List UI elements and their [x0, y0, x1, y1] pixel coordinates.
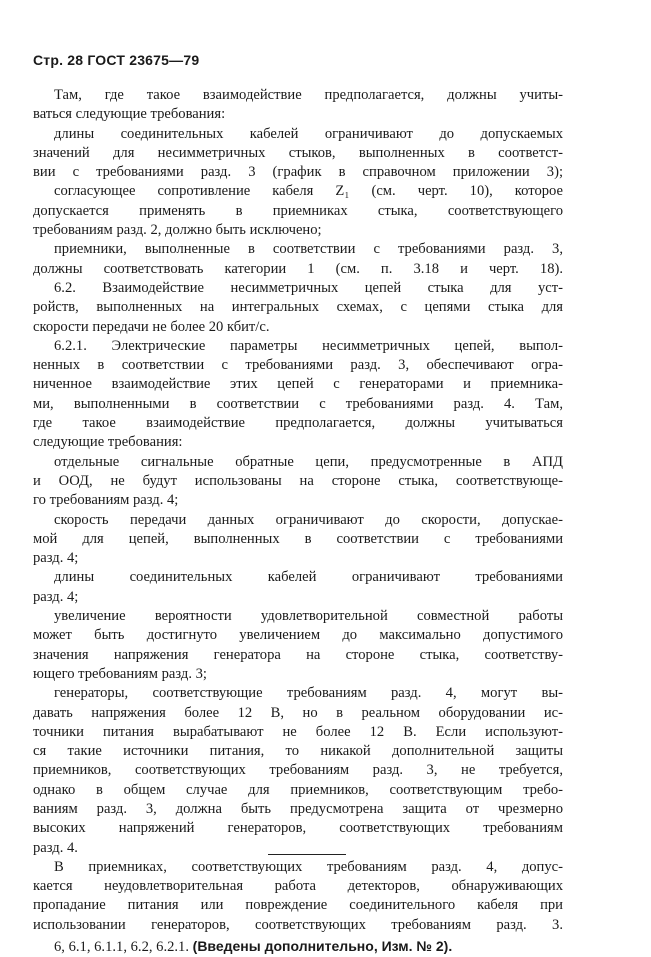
text-line: кается неудовлетворительная работа детекторов, обнаруживающих	[33, 878, 563, 895]
text-line: может быть достигнуто увеличением до максимально допустимого	[33, 627, 563, 644]
text-line: высоких напряжений генераторов, соответствующих требованиям	[33, 820, 563, 837]
text-line: следующие требования:	[33, 434, 183, 451]
text-line: ющего требованиям разд. 3;	[33, 665, 207, 682]
text-line: ся такие источники питания, то никакой дополнительной защиты	[33, 743, 563, 760]
amendment-note: (Введены дополнительно, Изм. № 2).	[192, 938, 453, 955]
text-line: ваниям разд. 3, должна быть предусмотрена защита от чрезмерно	[33, 800, 563, 817]
text-line: ваться следующие требования:	[33, 106, 226, 123]
text-line: мой для цепей, выполненных в соответствии с требованиями	[33, 530, 563, 547]
text-line: ниченное взаимодействие этих цепей с генераторами и приемника-	[33, 376, 563, 393]
text-line: 6.2.1. Электрические параметры несимметричных цепей, выпол-	[54, 337, 563, 354]
text-line: вии с требованиями разд. 3 (график в справочном приложении 3);	[33, 164, 563, 181]
text-line: 6.2. Взаимодействие несимметричных цепей стыка для уст-	[54, 279, 563, 296]
text-line: допускается применять в приемниках стыка, соответствующего	[33, 202, 563, 219]
text-line: пропадание питания или повреждение соединительного кабеля при	[33, 897, 563, 914]
closing-rule	[268, 854, 346, 855]
text-line: где такое взаимодействие предполагается, должны учитываться	[33, 415, 563, 432]
text-line: генераторы, соответствующие требованиям разд. 4, могут вы-	[54, 685, 563, 702]
text-line: и ООД, не будут использованы на стороне стыка, соответствующе-	[33, 472, 563, 489]
text-line: ненных в соответствии с требованиями разд. 3, обеспечивают огра-	[33, 357, 563, 374]
text-line: Там, где такое взаимодействие предполагается, должны учиты-	[54, 87, 563, 103]
page-header: Стр. 28 ГОСТ 23675—79	[33, 52, 200, 68]
text-line: приемников, соответствующих требованиям разд. 3, не требуется,	[33, 762, 563, 779]
text-line: го требованиям разд. 4;	[33, 492, 179, 509]
document-body	[33, 86, 563, 957]
text-line: использовании генераторов, соответствующих требованиям разд. 3.	[33, 916, 563, 933]
text-line: согласующее сопротивление кабеля Z₁ (см. черт. 10), которое	[54, 183, 563, 200]
text-line: разд. 4;	[33, 588, 79, 605]
text-line: разд. 4;	[33, 550, 79, 567]
text-line: увеличение вероятности удовлетворительной совместной работы	[54, 608, 563, 625]
text-line: однако в общем случае для приемников, соответствующим требо-	[33, 781, 563, 798]
text-line: ми, выполненными в соответствии с требованиями разд. 4. Там,	[33, 395, 563, 412]
text-line: разд. 4.	[33, 839, 78, 856]
text-line: точники питания вырабатывают не более 12 В. Если используют-	[33, 723, 563, 740]
text-line: скорость передачи данных ограничивают до скорости, допускае-	[54, 511, 563, 528]
section-numbers: 6, 6.1, 6.1.1, 6.2, 6.2.1.	[54, 939, 189, 956]
text-line: В приемниках, соответствующих требованиям разд. 4, допус-	[54, 858, 563, 875]
text-line: длины соединительных кабелей ограничивают до допускаемых	[54, 125, 563, 142]
text-line: должны соответствовать категории 1 (см. п. 3.18 и черт. 18).	[33, 260, 563, 277]
text-line: требованиям разд. 2, должно быть исключено;	[33, 222, 322, 239]
text-line: скорости передачи не более 20 кбит/с.	[33, 318, 270, 335]
text-line: приемники, выполненные в соответствии с требованиями разд. 3,	[54, 241, 563, 258]
text-line: значения напряжения генератора на стороне стыка, соответству-	[33, 646, 563, 663]
text-line: значений для несимметричных стыков, выполненных в соответст-	[33, 144, 563, 161]
text-line: давать напряжения более 12 В, но в реальном оборудовании ис-	[33, 704, 563, 721]
text-line: отдельные сигнальные обратные цепи, предусмотренные в АПД	[54, 453, 563, 470]
text-line: длины соединительных кабелей ограничивают требованиями	[54, 569, 563, 586]
amendment-note-line	[33, 937, 563, 957]
text-line: ройств, выполненных на интегральных схемах, с цепями стыка для	[33, 299, 563, 316]
